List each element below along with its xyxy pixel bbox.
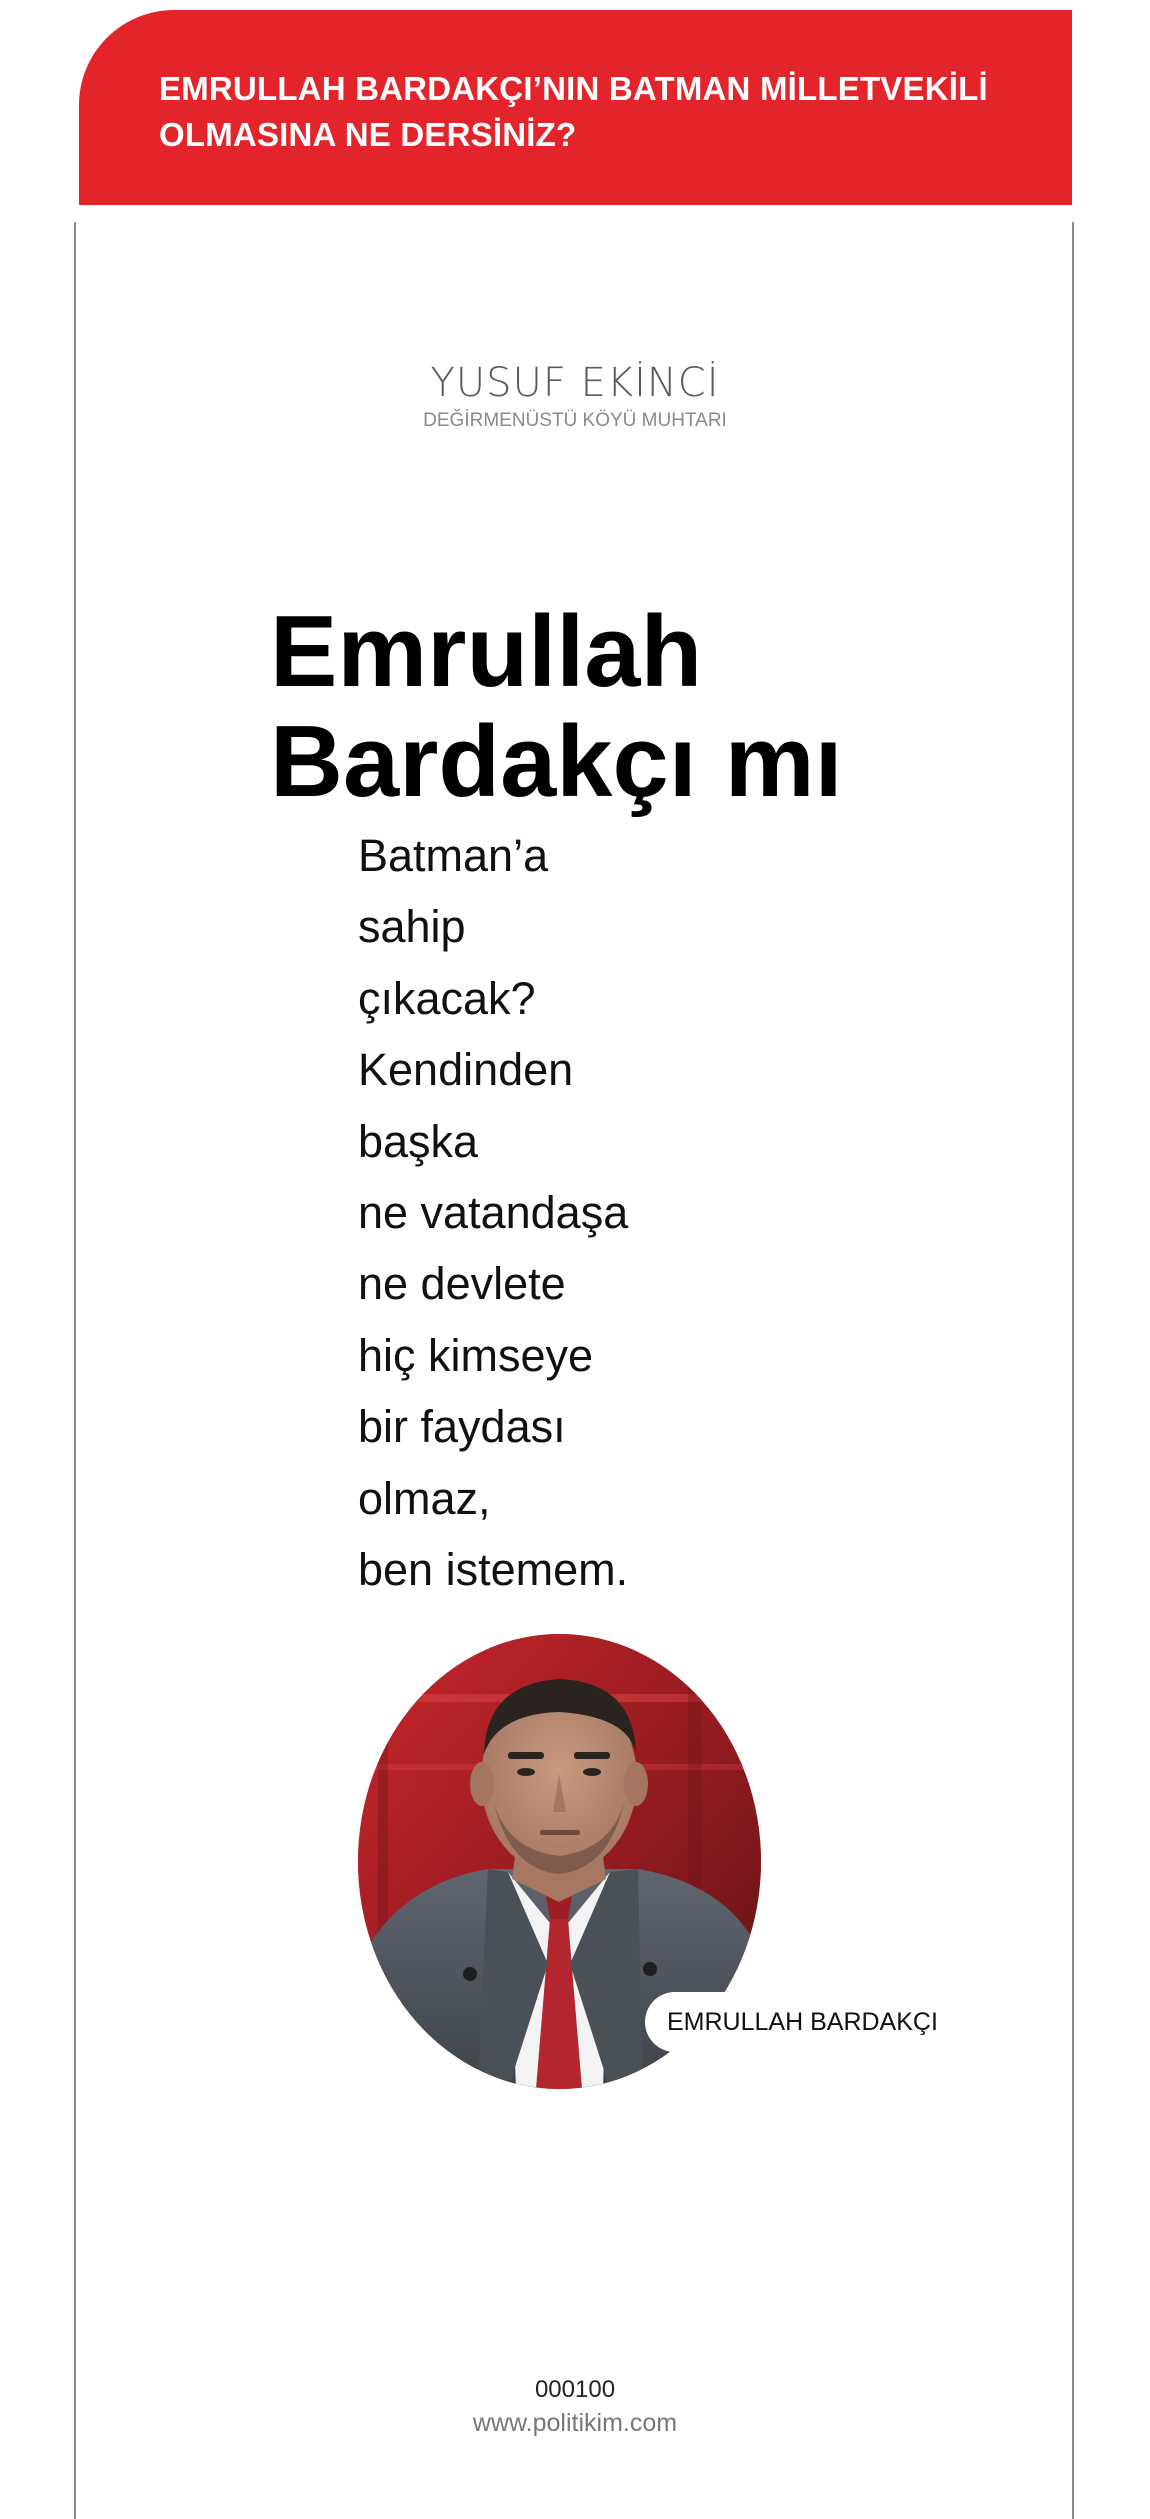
author-block bbox=[0, 358, 1150, 434]
quote-line: bir faydası bbox=[358, 1401, 566, 1453]
headline bbox=[270, 597, 970, 817]
author-name: YUSUF EKİNCİ bbox=[430, 360, 720, 406]
footer-code: 000100 bbox=[534, 2376, 616, 2403]
banner-title: EMRULLAH BARDAKÇI’NIN BATMAN MİLLETVEKİLİ OLMASINA NE DERSİNİZ? bbox=[159, 70, 988, 153]
quote-line: ben istemem. bbox=[358, 1544, 629, 1596]
quote-text bbox=[358, 820, 858, 1605]
quote-line: çıkacak? bbox=[358, 972, 536, 1024]
quote-line: ne vatandaşa bbox=[358, 1187, 629, 1239]
quote-line: hiç kimseye bbox=[358, 1329, 594, 1381]
portrait-caption: EMRULLAH BARDAKÇI bbox=[645, 1992, 964, 2052]
quote-line: sahip bbox=[358, 901, 466, 953]
footer bbox=[0, 2374, 1150, 2440]
quote-line: olmaz, bbox=[358, 1472, 491, 1524]
quote-line: başka bbox=[358, 1115, 479, 1167]
footer-url[interactable]: www.politikim.com bbox=[472, 2409, 678, 2437]
headline-line-1: Emrullah bbox=[270, 596, 703, 708]
quote-line: ne devlete bbox=[358, 1258, 566, 1310]
quote-line: Kendinden bbox=[358, 1044, 574, 1096]
headline-line-2: Bardakçı mı bbox=[270, 706, 843, 818]
quote-line: Batman’a bbox=[358, 830, 549, 881]
author-role: DEĞİRMENÜSTÜ KÖYÜ MUHTARI bbox=[423, 410, 727, 431]
title-banner bbox=[79, 10, 1072, 205]
